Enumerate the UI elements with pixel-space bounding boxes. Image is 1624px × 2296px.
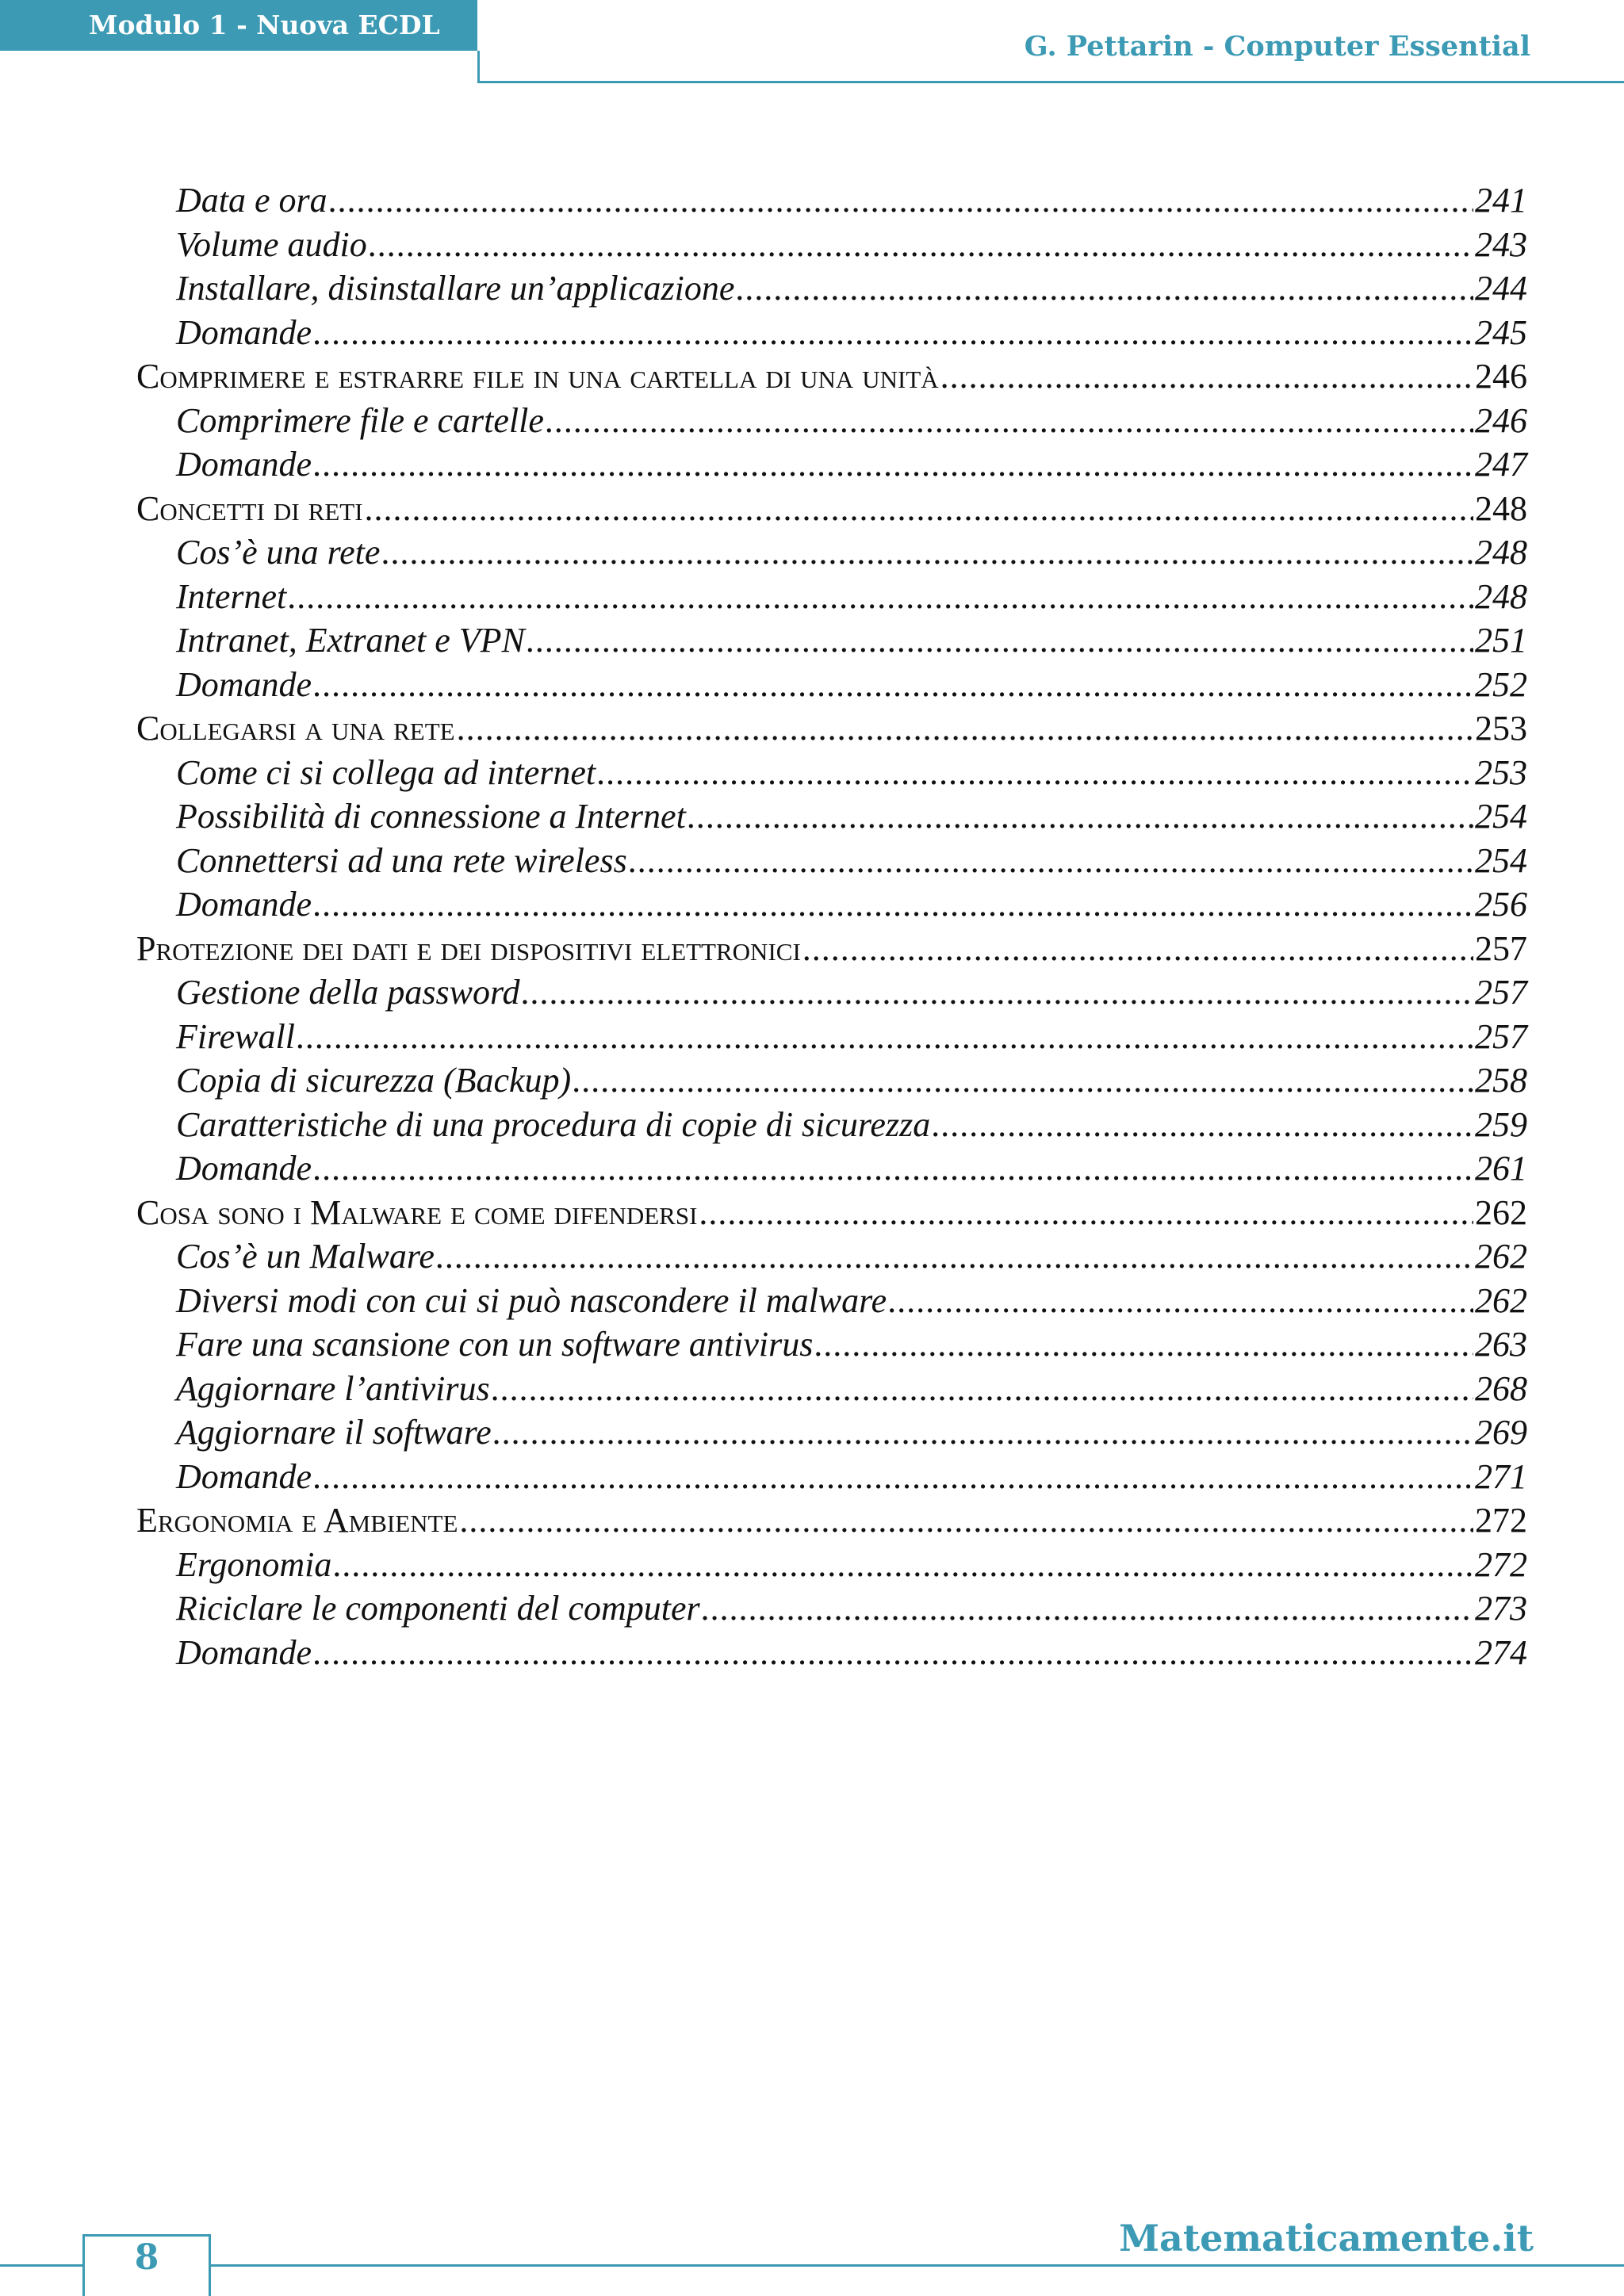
toc-entry-title: Installare, disinstallare un’applicazione bbox=[176, 269, 735, 308]
toc-entry[interactable] bbox=[136, 311, 1527, 355]
toc-entry-title: Intranet, Extranet e VPN bbox=[176, 621, 525, 660]
toc-dot-leader bbox=[521, 970, 1473, 1015]
toc-entry[interactable] bbox=[136, 1410, 1527, 1455]
toc-entry-title: Volume audio bbox=[176, 224, 367, 264]
header-divider-vertical bbox=[477, 51, 480, 83]
toc-dot-leader bbox=[573, 1058, 1473, 1103]
toc-entry[interactable] bbox=[136, 1015, 1527, 1059]
toc-entry-title: Domande bbox=[176, 664, 312, 704]
toc-dot-leader bbox=[313, 1146, 1473, 1191]
toc-entry-page: 247 bbox=[1475, 445, 1527, 484]
toc-entry-title: Concetti di reti bbox=[136, 488, 363, 528]
toc-entry-page: 243 bbox=[1475, 224, 1527, 264]
toc-entry-title: Internet bbox=[176, 576, 287, 616]
toc-entry-page: 272 bbox=[1475, 1544, 1527, 1584]
toc-dot-leader bbox=[313, 311, 1473, 355]
toc-entry-page: 245 bbox=[1475, 312, 1527, 352]
toc-dot-leader bbox=[313, 663, 1473, 707]
toc-dot-leader bbox=[688, 794, 1473, 839]
footer-divider bbox=[0, 2264, 1624, 2267]
toc-dot-leader bbox=[333, 1543, 1473, 1587]
toc-dot-leader bbox=[369, 223, 1473, 267]
toc-entry-page: 246 bbox=[1475, 357, 1527, 396]
toc-entry-title: Protezione dei dati e dei dispositivi elettronici bbox=[136, 928, 801, 968]
toc-dot-leader bbox=[888, 1279, 1473, 1323]
toc-entry-title: Cos’è un Malware bbox=[176, 1237, 435, 1276]
toc-section[interactable] bbox=[136, 487, 1527, 531]
toc-dot-leader bbox=[329, 178, 1473, 223]
header-divider bbox=[477, 81, 1624, 83]
toc-entry[interactable] bbox=[136, 1631, 1527, 1675]
toc-dot-leader bbox=[940, 354, 1473, 399]
toc-dot-leader bbox=[597, 751, 1473, 795]
toc-entry-title: Firewall bbox=[176, 1016, 295, 1056]
module-title: Modulo 1 - Nuova ECDL bbox=[89, 10, 440, 40]
toc-entry-title: Domande bbox=[176, 445, 312, 484]
toc-entry-page: 248 bbox=[1475, 488, 1527, 528]
toc-entry-title: Ergonomia e Ambiente bbox=[136, 1501, 458, 1540]
toc-dot-leader bbox=[381, 530, 1473, 575]
toc-dot-leader bbox=[313, 1455, 1473, 1499]
toc-entry-page: 274 bbox=[1475, 1632, 1527, 1672]
toc-section[interactable] bbox=[136, 354, 1527, 399]
toc-entry-page: 241 bbox=[1475, 181, 1527, 220]
toc-entry[interactable] bbox=[136, 970, 1527, 1015]
toc-dot-leader bbox=[546, 399, 1473, 443]
toc-dot-leader bbox=[492, 1367, 1473, 1411]
toc-entry-page: 256 bbox=[1475, 885, 1527, 924]
footer-site: Matematicamente.it bbox=[1119, 2217, 1534, 2260]
toc-entry-page: 271 bbox=[1475, 1456, 1527, 1496]
toc-entry-title: Comprimere e estrarre file in una cartella di una unità bbox=[136, 357, 939, 396]
toc-entry-page: 248 bbox=[1475, 533, 1527, 572]
toc-entry[interactable] bbox=[136, 442, 1527, 487]
toc-entry-title: Caratteristiche di una procedura di copie di sicurezza bbox=[176, 1104, 931, 1144]
toc-dot-leader bbox=[493, 1410, 1473, 1455]
toc-entry[interactable] bbox=[136, 794, 1527, 839]
toc-entry[interactable] bbox=[136, 1586, 1527, 1631]
toc-entry-page: 272 bbox=[1475, 1501, 1527, 1540]
toc-dot-leader bbox=[365, 487, 1473, 531]
toc-entry-page: 248 bbox=[1475, 576, 1527, 616]
toc-entry-page: 246 bbox=[1475, 400, 1527, 440]
toc-entry[interactable] bbox=[136, 1146, 1527, 1191]
toc-entry-title: Comprimere file e cartelle bbox=[176, 400, 544, 440]
module-tab bbox=[0, 0, 477, 51]
toc-entry[interactable] bbox=[136, 1367, 1527, 1411]
toc-entry[interactable] bbox=[136, 618, 1527, 663]
toc-entry-title: Copia di sicurezza (Backup) bbox=[176, 1061, 572, 1100]
toc-entry-page: 262 bbox=[1475, 1192, 1527, 1232]
toc-entry-page: 268 bbox=[1475, 1368, 1527, 1408]
toc-entry[interactable] bbox=[136, 663, 1527, 707]
toc-entry-title: Fare una scansione con un software antivirus bbox=[176, 1325, 814, 1364]
toc-dot-leader bbox=[313, 442, 1473, 487]
toc-entry-title: Domande bbox=[176, 1149, 312, 1188]
toc-entry-page: 252 bbox=[1475, 664, 1527, 704]
toc-dot-leader bbox=[527, 618, 1473, 663]
toc-entry-page: 253 bbox=[1475, 752, 1527, 792]
toc-entry-page: 259 bbox=[1475, 1104, 1527, 1144]
toc-entry-title: Connettersi ad una rete wireless bbox=[176, 840, 627, 880]
toc-entry[interactable] bbox=[136, 1543, 1527, 1587]
toc-section[interactable] bbox=[136, 1191, 1527, 1235]
toc-entry-page: 257 bbox=[1475, 973, 1527, 1012]
toc-dot-leader bbox=[802, 927, 1473, 971]
toc-dot-leader bbox=[736, 266, 1473, 311]
toc-entry[interactable] bbox=[136, 1103, 1527, 1147]
toc-dot-leader bbox=[814, 1322, 1473, 1367]
toc-dot-leader bbox=[457, 706, 1473, 751]
toc-entry-page: 262 bbox=[1475, 1280, 1527, 1320]
toc-entry[interactable] bbox=[136, 223, 1527, 267]
toc-entry-title: Possibilità di connessione a Internet bbox=[176, 797, 686, 836]
toc-entry-title: Aggiornare l’antivirus bbox=[176, 1368, 490, 1408]
toc-entry[interactable] bbox=[136, 575, 1527, 619]
toc-entry[interactable] bbox=[136, 1455, 1527, 1499]
toc-section[interactable] bbox=[136, 1498, 1527, 1543]
toc-entry[interactable] bbox=[136, 839, 1527, 883]
toc-entry-page: 261 bbox=[1475, 1149, 1527, 1188]
toc-entry[interactable] bbox=[136, 1234, 1527, 1279]
toc-section[interactable] bbox=[136, 927, 1527, 971]
page-number: 8 bbox=[134, 2237, 159, 2278]
toc-dot-leader bbox=[459, 1498, 1473, 1543]
toc-entry[interactable] bbox=[136, 1322, 1527, 1367]
toc-entry-title: Cos’è una rete bbox=[176, 533, 381, 572]
toc-entry-page: 254 bbox=[1475, 797, 1527, 836]
toc-entry[interactable] bbox=[136, 266, 1527, 311]
toc-entry-page: 251 bbox=[1475, 621, 1527, 660]
toc-dot-leader bbox=[436, 1234, 1473, 1279]
toc-dot-leader bbox=[629, 839, 1473, 883]
toc-entry-title: Domande bbox=[176, 1456, 312, 1496]
toc-entry-title: Aggiornare il software bbox=[176, 1413, 492, 1452]
toc-dot-leader bbox=[699, 1191, 1473, 1235]
toc-entry-page: 253 bbox=[1475, 709, 1527, 748]
toc-entry-title: Diversi modi con cui si può nascondere il malware bbox=[176, 1280, 887, 1320]
toc-entry-title: Come ci si collega ad internet bbox=[176, 752, 596, 792]
toc-entry[interactable] bbox=[136, 399, 1527, 443]
toc-entry-page: 254 bbox=[1475, 840, 1527, 880]
toc-dot-leader bbox=[313, 1631, 1473, 1675]
toc-dot-leader bbox=[313, 882, 1473, 927]
toc-entry-title: Domande bbox=[176, 312, 312, 352]
toc-entry[interactable] bbox=[136, 178, 1527, 223]
toc-entry-title: Data e ora bbox=[176, 181, 327, 220]
toc-entry-page: 269 bbox=[1475, 1413, 1527, 1452]
toc-entry[interactable] bbox=[136, 1279, 1527, 1323]
toc-dot-leader bbox=[297, 1015, 1473, 1059]
toc-entry-title: Riciclare le componenti del computer bbox=[176, 1589, 700, 1628]
toc-entry-title: Ergonomia bbox=[176, 1544, 332, 1584]
toc-entry-page: 258 bbox=[1475, 1061, 1527, 1100]
toc-entry-title: Domande bbox=[176, 885, 312, 924]
toc-entry-page: 244 bbox=[1475, 269, 1527, 308]
toc-entry-page: 273 bbox=[1475, 1589, 1527, 1628]
toc-entry-title: Gestione della password bbox=[176, 973, 520, 1012]
toc-dot-leader bbox=[288, 575, 1473, 619]
toc-entry-page: 263 bbox=[1475, 1325, 1527, 1364]
toc-entry-page: 257 bbox=[1475, 928, 1527, 968]
toc-dot-leader bbox=[702, 1586, 1473, 1631]
toc-entry[interactable] bbox=[136, 751, 1527, 795]
toc-entry-title: Cosa sono i Malware e come difendersi bbox=[136, 1192, 698, 1232]
toc-entry[interactable] bbox=[136, 530, 1527, 575]
toc-entry[interactable] bbox=[136, 882, 1527, 927]
header-author: G. Pettarin - Computer Essential bbox=[1024, 30, 1530, 63]
toc-dot-leader bbox=[932, 1103, 1473, 1147]
toc-entry-page: 257 bbox=[1475, 1016, 1527, 1056]
table-of-contents bbox=[136, 178, 1527, 1674]
toc-entry-title: Collegarsi a una rete bbox=[136, 709, 455, 748]
toc-entry-page: 262 bbox=[1475, 1237, 1527, 1276]
toc-section[interactable] bbox=[136, 706, 1527, 751]
toc-entry-title: Domande bbox=[176, 1632, 312, 1672]
toc-entry[interactable] bbox=[136, 1058, 1527, 1103]
